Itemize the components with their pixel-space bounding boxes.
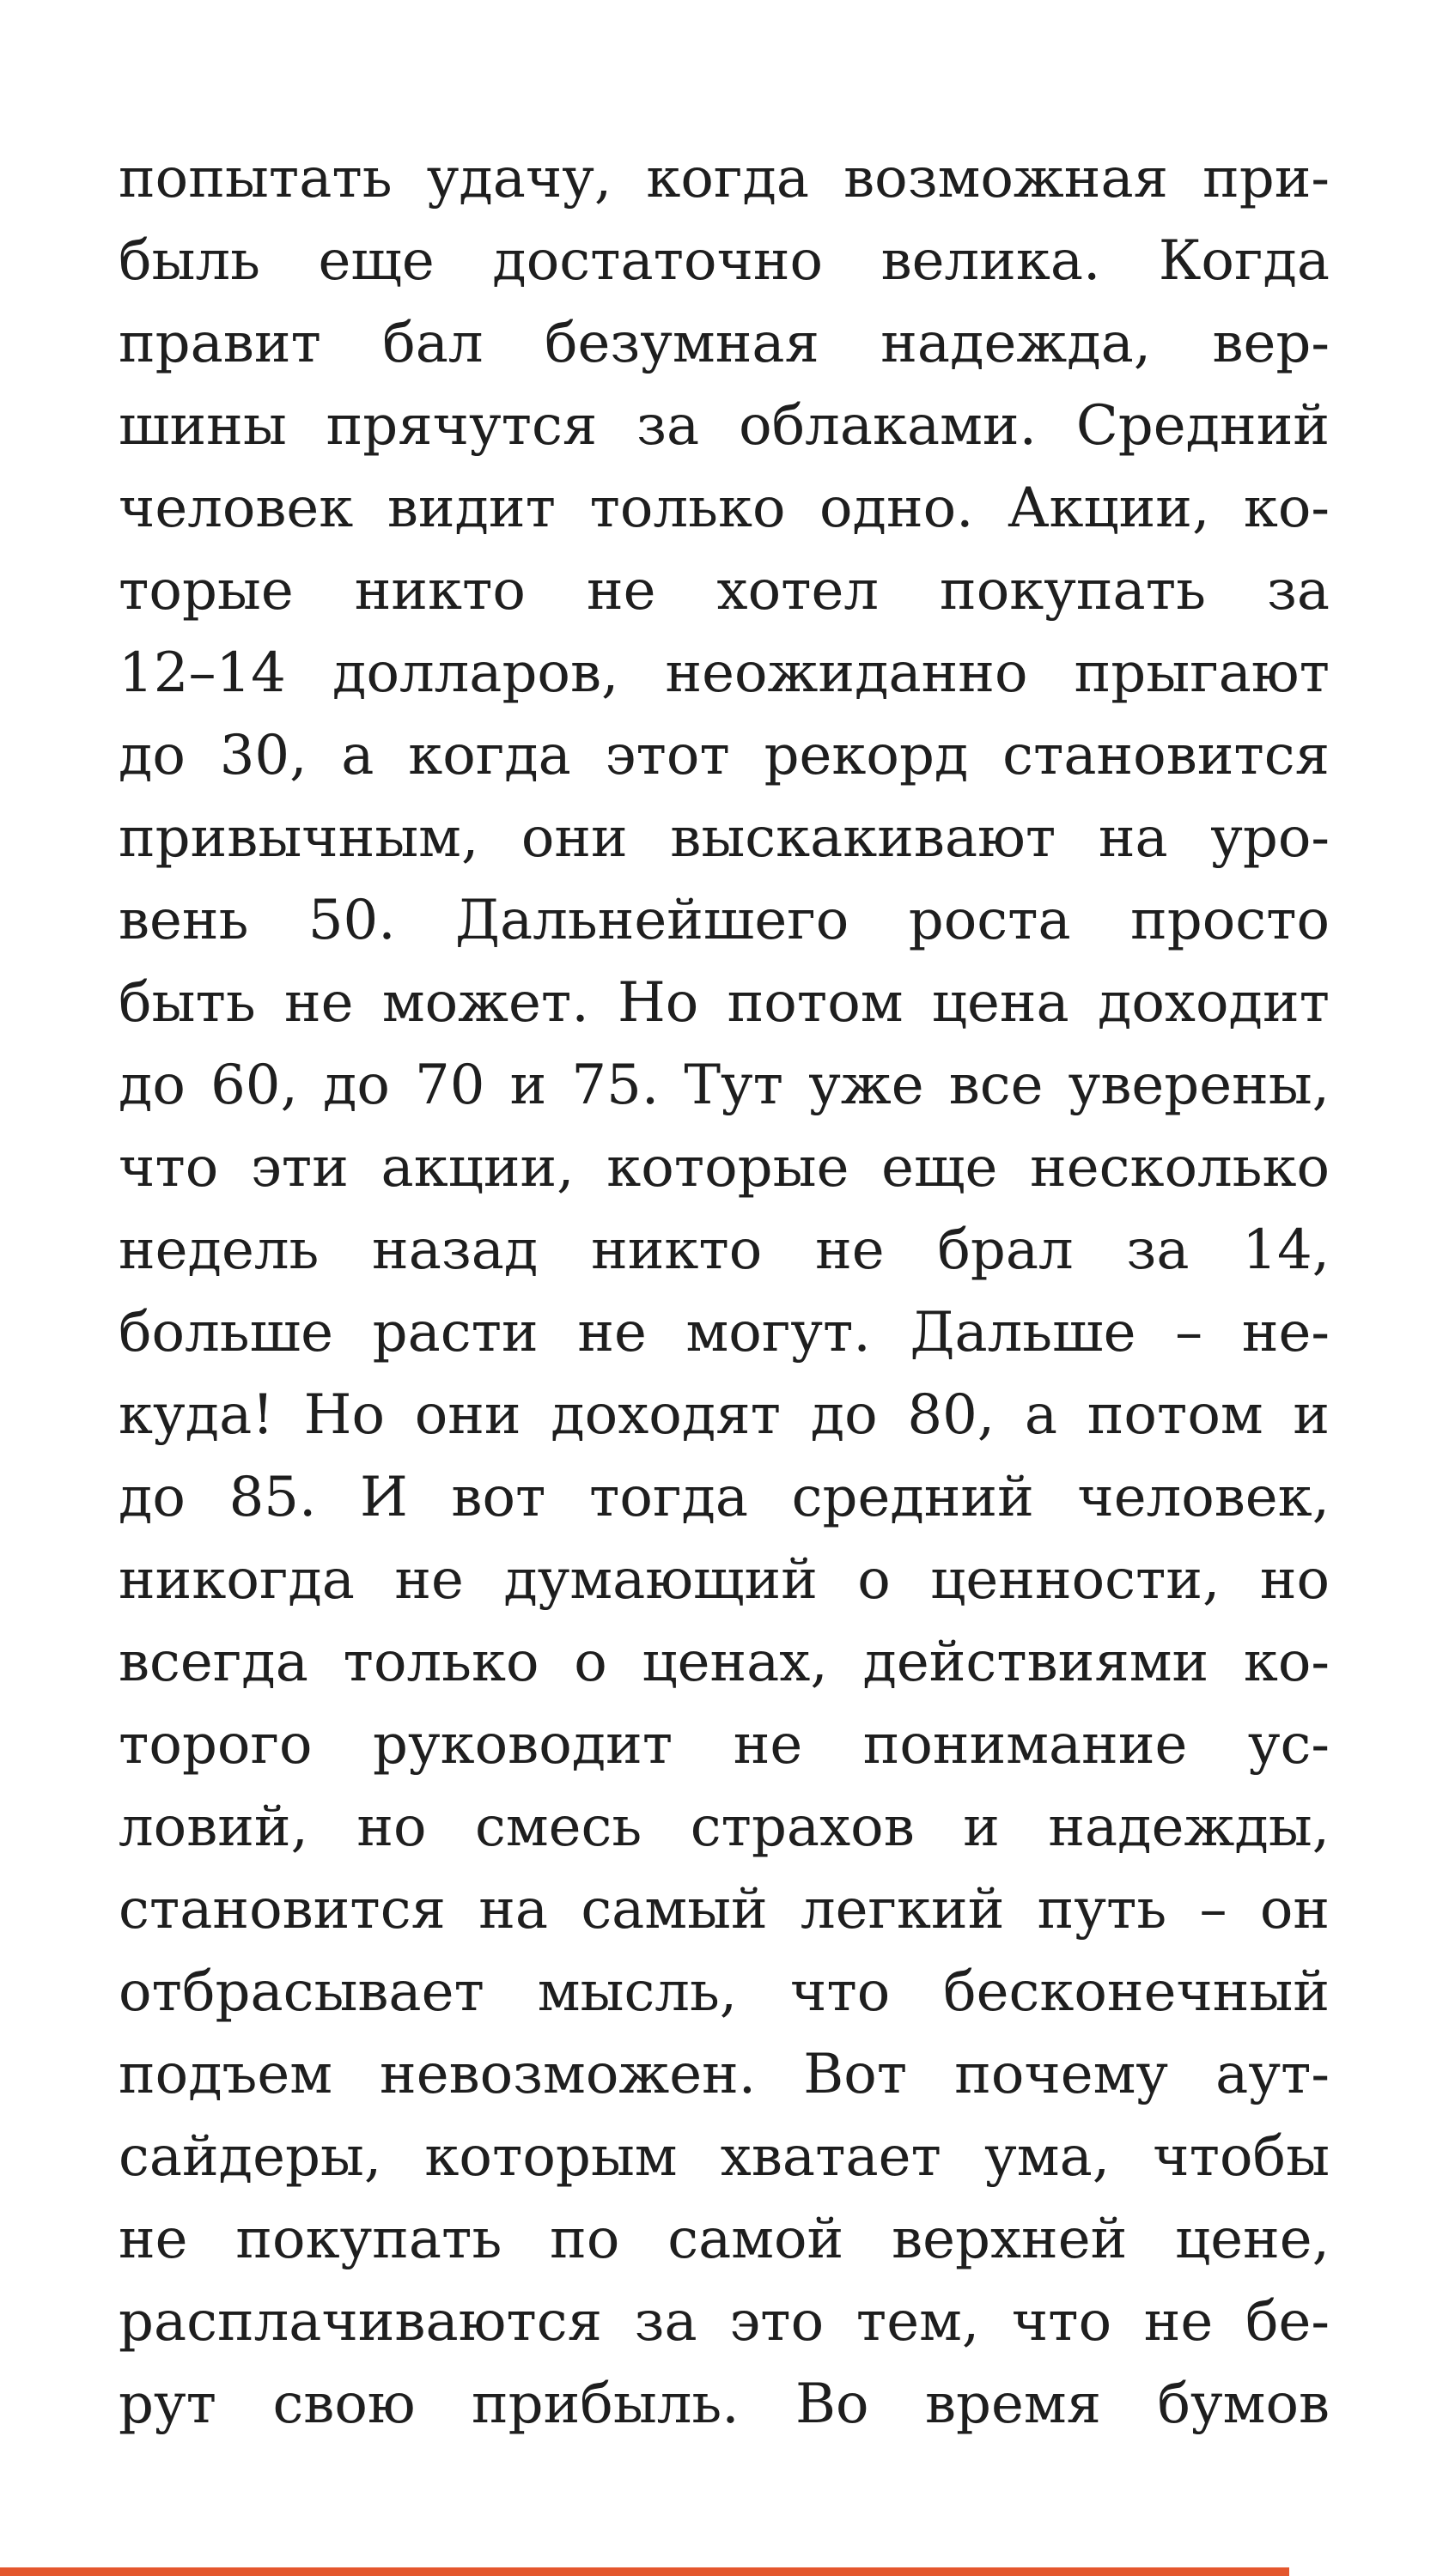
text-line: торые никто не хотел покупать за — [119, 559, 1330, 623]
text-line: до 85. И вот тогда средний человек, — [119, 1466, 1330, 1529]
text-line: вень 50. Дальнейшего роста просто — [119, 889, 1330, 952]
text-line: сайдеры, которым хватает ума, чтобы — [119, 2125, 1330, 2189]
text-line: отбрасывает мысль, что бесконечный — [119, 1960, 1330, 2024]
text-line: торого руководит не понимание ус- — [119, 1713, 1330, 1777]
page-text — [119, 137, 1330, 2445]
text-line: быль еще достаточно велика. Когда — [119, 229, 1330, 293]
text-line: до 60, до 70 и 75. Тут уже все уверены, — [119, 1054, 1330, 1117]
text-line: что эти акции, которые еще несколько — [119, 1136, 1330, 1200]
text-line: шины прячутся за облаками. Средний — [119, 394, 1330, 458]
text-line: до 30, а когда этот рекорд становится — [119, 724, 1330, 787]
text-line: привычным, они выскакивают на уро- — [119, 806, 1330, 870]
text-line: не покупать по самой верхней цене, — [119, 2208, 1330, 2271]
reading-progress-bar[interactable] — [0, 2567, 1449, 2576]
text-line: попытать удачу, когда возможная при- — [119, 147, 1330, 210]
text-line: 12–14 долларов, неожиданно прыгают — [119, 641, 1330, 705]
text-line: больше расти не могут. Дальше – не- — [119, 1301, 1330, 1364]
text-line: человек видит только одно. Акции, ко- — [119, 477, 1330, 540]
reading-progress-fill — [0, 2567, 1289, 2576]
text-line: недель назад никто не брал за 14, — [119, 1218, 1330, 1282]
text-line: подъем невозможен. Вот почему аут- — [119, 2043, 1330, 2106]
text-line: становится на самый легкий путь – он — [119, 1878, 1330, 1941]
text-line: ловий, но смесь страхов и надежды, — [119, 1795, 1330, 1859]
text-line: никогда не думающий о ценности, но — [119, 1548, 1330, 1612]
text-line: быть не может. Но потом цена доходит — [119, 971, 1330, 1035]
text-line: рут свою прибыль. Во время бумов — [119, 2372, 1330, 2436]
text-line: всегда только о ценах, действиями ко- — [119, 1631, 1330, 1694]
text-line: расплачиваются за это тем, что не бе- — [119, 2290, 1330, 2354]
text-line: правит бал безумная надежда, вер- — [119, 312, 1330, 375]
text-line: куда! Но они доходят до 80, а потом и — [119, 1383, 1330, 1447]
